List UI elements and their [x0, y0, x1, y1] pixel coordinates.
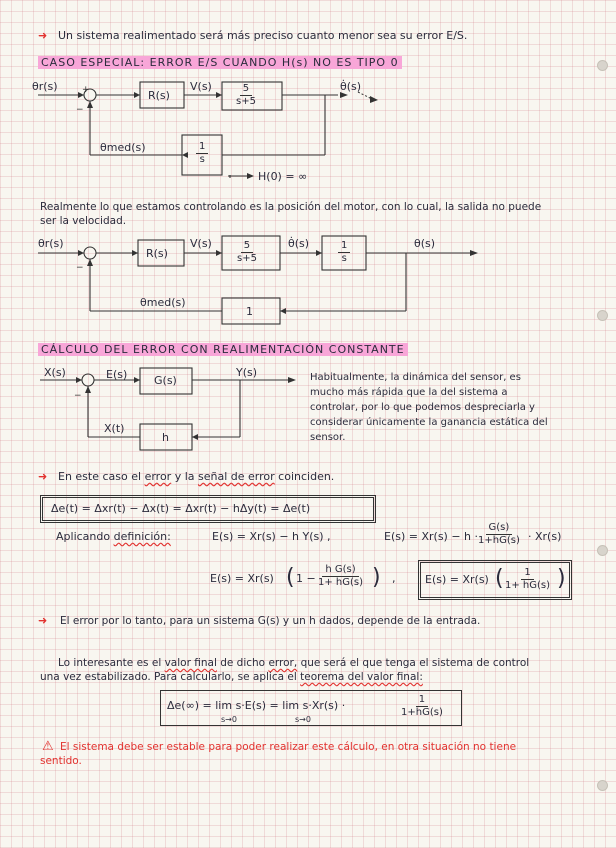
- section-title-constant-feedback: CÁLCULO DEL ERROR CON REALIMENTACIÓN CONSTANTE: [38, 343, 408, 356]
- boxed-error-equation: Δe(t) = Δxr(t) − Δx(t) = Δxr(t) − hΔy(t) = Δe(t): [40, 495, 376, 523]
- red-arrow-icon: ➜: [38, 29, 48, 42]
- warning-icon: ⚠: [42, 739, 54, 754]
- d2-output-label: θ(s): [414, 237, 436, 250]
- d3-sensor-gain: h: [162, 431, 169, 444]
- d2-feedback-label: θmed(s): [140, 296, 186, 309]
- d2-integrator: $\frac{1}{s}$: [338, 240, 350, 265]
- svg-text:−: −: [76, 263, 84, 273]
- red-arrow-icon: ➜: [38, 470, 48, 483]
- d3-output-label: Y(s): [236, 366, 258, 379]
- d3-input-label: X(s): [44, 366, 66, 379]
- d2-controller: R(s): [146, 247, 168, 260]
- d3-error-label: E(s): [106, 368, 128, 381]
- svg-text:−: −: [76, 105, 84, 115]
- d2-voltage: V(s): [190, 237, 212, 250]
- d1-integrator: $\frac{1}{s}$: [196, 141, 208, 166]
- svg-text:−: −: [74, 391, 82, 401]
- d1-controller: R(s): [148, 89, 170, 102]
- error-factored-eq: E(s) = Xr(s): [210, 572, 274, 585]
- error-substituted-tail: · Xr(s): [528, 530, 562, 543]
- d3-plant: G(s): [154, 374, 177, 387]
- d2-speed-label: θ̇(s): [288, 237, 310, 250]
- d1-motor-tf: $\frac{5}{s+5}$: [236, 83, 256, 107]
- d2-feedback-gain: 1: [246, 305, 253, 318]
- d1-feedback-label: θmed(s): [100, 141, 146, 154]
- paragraph-position-control: Realmente lo que estamos controlando es la posición del motor, con lo cual, la salida no puede ser la velocidad.: [40, 201, 542, 227]
- intro-line: Un sistema realimentado será más preciso cuanto menor sea su error E/S.: [58, 29, 468, 42]
- error-factored-one: 1 −: [296, 572, 316, 585]
- error-definition-eq: E(s) = Xr(s) − h Y(s) ,: [212, 530, 331, 543]
- error-factored-frac: $\frac{\text{h G(s)}}{1+ hG(s)}$: [318, 564, 364, 588]
- d2-input-label: θr(s): [38, 237, 64, 250]
- comma: ,: [392, 572, 396, 585]
- d1-input-label: θr(s): [32, 80, 58, 93]
- paragraph-error-depends-input: El error por lo tanto, para un sistema G(s) y un h dados, depende de la entrada.: [60, 615, 481, 627]
- warning-stability-note: El sistema debe ser estable para poder realizar este cálculo, en otra situación no tiene sentido.: [40, 741, 517, 767]
- d1-H-value: H(0) = ∞: [258, 170, 308, 183]
- error-substituted-eq: E(s) = Xr(s) − h ·: [384, 530, 479, 543]
- open-paren: (: [286, 565, 295, 590]
- d3-feedback-label: X(t): [104, 422, 125, 435]
- close-paren: ): [372, 565, 381, 590]
- paragraph-final-value: Lo interesante es el valor final de dicho error, que será el que tenga el sistema de control una vez estabilizado. Para calcularlo, se aplica el teorema del valor final:: [40, 657, 530, 683]
- paragraph-sensor-dynamics: Habitualmente, la dinámica del sensor, es mucho más rápida que la del sistema a controlar, por lo que podemos despreciarla y considerar únicamente la ganancia estática del sensor.: [310, 372, 548, 443]
- boxed-final-error-eq: E(s) = Xr(s) ( $\frac{1}{1+ hG(s)}$ ): [418, 560, 572, 600]
- d1-output-label: θ̇(s): [340, 80, 362, 93]
- applying-definition: Aplicando definición:: [56, 530, 171, 543]
- error-substituted-frac: $\frac{G(s)}{1+hG(s)}$: [478, 522, 520, 546]
- red-arrow-icon: ➜: [38, 614, 48, 627]
- d1-voltage: V(s): [190, 80, 212, 93]
- boxed-final-value-eq: Δe(∞) = lim s·E(s) = lim s·Xr(s) · s→0 s→0 $\frac{1}{1+hG(s)}$: [160, 690, 462, 726]
- error-signal-line: En este caso el error y la señal de error coinciden.: [58, 470, 335, 483]
- d2-motor-tf: $\frac{5}{s+5}$: [237, 240, 257, 264]
- svg-text:+: +: [82, 85, 90, 95]
- section-title-special-case: CASO ESPECIAL: ERROR E/S CUANDO H(s) NO ES TIPO 0: [38, 56, 402, 69]
